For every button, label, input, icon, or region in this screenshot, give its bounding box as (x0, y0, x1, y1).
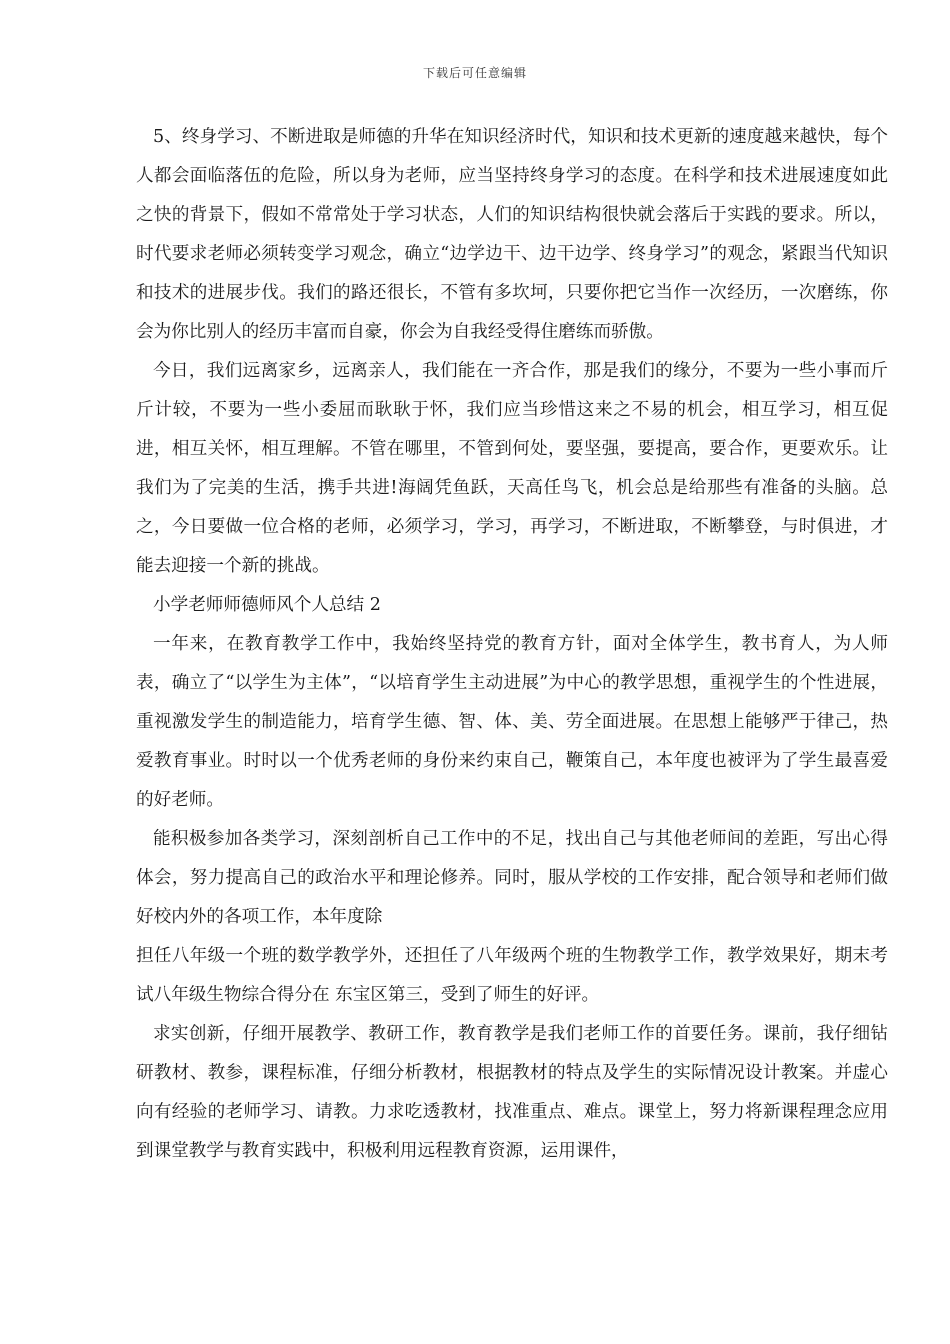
paragraph-cooperation: 今日，我们远离家乡，远离亲人，我们能在一齐合作，那是我们的缘分，不要为一些小事而斤斤计较，不要为一些小委屈而耿耿于怀，我们应当珍惜这来之不易的机会，相互学习，相互促进，相互关怀，相互理解。不管在哪里，不管到何处，要坚强，要提高，要合作，更要欢乐。让我们为了完美的生活，携手共进!海阔凭鱼跃，天高任鸟飞，机会总是给那些有准备的头脑。总之，今日要做一位合格的老师，必须学习，学习，再学习，不断进取，不断攀登，与时俱进，才能去迎接一个新的挑战。 (136, 361, 888, 576)
paragraph-lifelong-learning: 5、终身学习、不断进取是师德的升华在知识经济时代，知识和技术更新的速度越来越快，每个人都会面临落伍的危险，所以身为老师，应当坚持终身学习的态度。在科学和技术进展速度如此之快的背景下，假如不常常处于学习状态，人们的知识结构很快就会落后于实践的要求。所以，时代要求老师必须转变学习观念，确立“边学边干、边干边学、终身学习”的观念，紧跟当代知识和技术的进展步伐。我们的路还很长，不管有多坎坷，只要你把它当作一次经历，一次磨练，你会为你比别人的经历丰富而自豪，你会为自我经受得住磨练而骄傲。 (136, 127, 888, 342)
paragraph-study-participation: 能积极参加各类学习，深刻剖析自己工作中的不足，找出自己与其他老师间的差距，写出心得体会，努力提高自己的政治水平和理论修养。同时，服从学校的工作安排，配合领导和老师们做好校内外的各项工作，本年度除 (136, 829, 888, 927)
paragraph-year-summary: 一年来，在教育教学工作中，我始终坚持党的教育方针，面对全体学生，教书育人，为人师表，确立了“以学生为主体”，“以培育学生主动进展”为中心的教学思想，重视学生的个性进展，重视激发学生的制造能力，培育学生德、智、体、美、劳全面进展。在思想上能够严于律己，热爱教育事业。时时以一个优秀老师的身份来约束自己，鞭策自己，本年度也被评为了学生最喜爱的好老师。 (136, 634, 888, 810)
page-header: 下载后可任意编辑 (422, 66, 527, 80)
document-body (136, 118, 888, 1171)
section-heading: 小学老师师德师风个人总结 2 (153, 595, 381, 615)
paragraph-teaching-duties: 担任八年级一个班的数学教学外，还担任了八年级两个班的生物教学工作，教学效果好，期末考试八年级生物综合得分在 东宝区第三，受到了师生的好评。 (136, 946, 888, 1005)
paragraph-innovation: 求实创新，仔细开展教学、教研工作，教育教学是我们老师工作的首要任务。课前，我仔细钻研教材、教参，课程标准，仔细分析教材，根据教材的特点及学生的实际情况设计教案。并虚心向有经验的老师学习、请教。力求吃透教材，找准重点、难点。课堂上，努力将新课程理念应用到课堂教学与教育实践中，积极利用远程教育资源，运用课件， (136, 1024, 888, 1161)
